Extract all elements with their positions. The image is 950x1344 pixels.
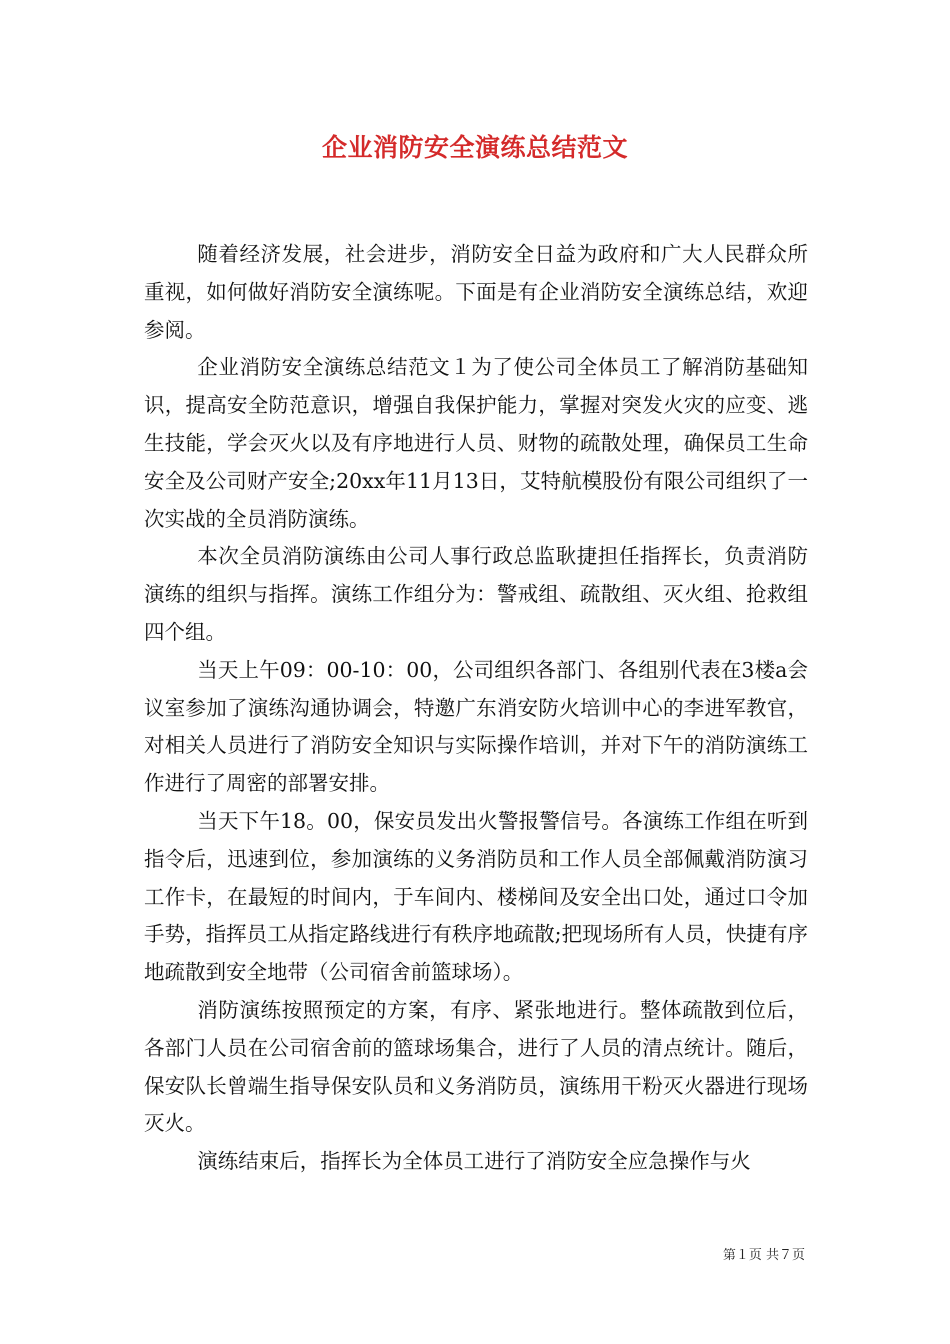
paragraph-morning-meeting: 当天上午09：00-10：00，公司组织各部门、各组别代表在3楼a会议室参加了演练沟通协调会，特邀广东消安防火培训中心的李进军教官，对相关人员进行了消防安全知识与实际操作培训，并对下午的消防演练工作进行了周密的部署安排。 [144, 657, 808, 796]
paragraph-intro: 随着经济发展，社会进步，消防安全日益为政府和广大人民群众所重视，如何做好消防安全演练呢。下面是有企业消防安全演练总结，欢迎参阅。 [144, 242, 808, 342]
page-title: 企业消防安全演练总结范文 [321, 133, 628, 162]
page-number-footer: 第１页 共７页 [722, 1248, 805, 1263]
paragraph-conclusion: 演练结束后，指挥长为全体员工进行了消防安全应急操作与火 [197, 1149, 751, 1174]
paragraph-organization: 本次全员消防演练由公司人事行政总监耿捷担任指挥长，负责消防演练的组织与指挥。演练工作组分为：警戒组、疏散组、灭火组、抢救组四个组。 [144, 544, 808, 644]
document-body [144, 236, 808, 1181]
paragraph-assembly: 消防演练按照预定的方案，有序、紧张地进行。整体疏散到位后，各部门人员在公司宿舍前的篮球场集合，进行了人员的清点统计。随后，保安队长曾端生指导保安队员和义务消防员，演练用干粉灭火器进行现场灭火。 [144, 997, 808, 1136]
paragraph-purpose: 企业消防安全演练总结范文１为了使公司全体员工了解消防基础知识，提高安全防范意识，增强自我保护能力，掌握对突发火灾的应变、逃生技能，学会灭火以及有序地进行人员、财物的疏散处理，确保员工生命安全及公司财产安全;20xx年11月13日，艾特航模股份有限公司组织了一次实战的全员消防演练。 [144, 355, 808, 531]
paragraph-evacuation: 当天下午18。00，保安员发出火警报警信号。各演练工作组在听到指令后，迅速到位，参加演练的义务消防员和工作人员全部佩戴消防演习工作卡，在最短的时间内，于车间内、楼梯间及安全出口处，通过口令加手势，指挥员工从指定路线进行有秩序地疏散;把现场所有人员，快捷有序地疏散到安全地带（公司宿舍前篮球场）。 [144, 808, 808, 985]
